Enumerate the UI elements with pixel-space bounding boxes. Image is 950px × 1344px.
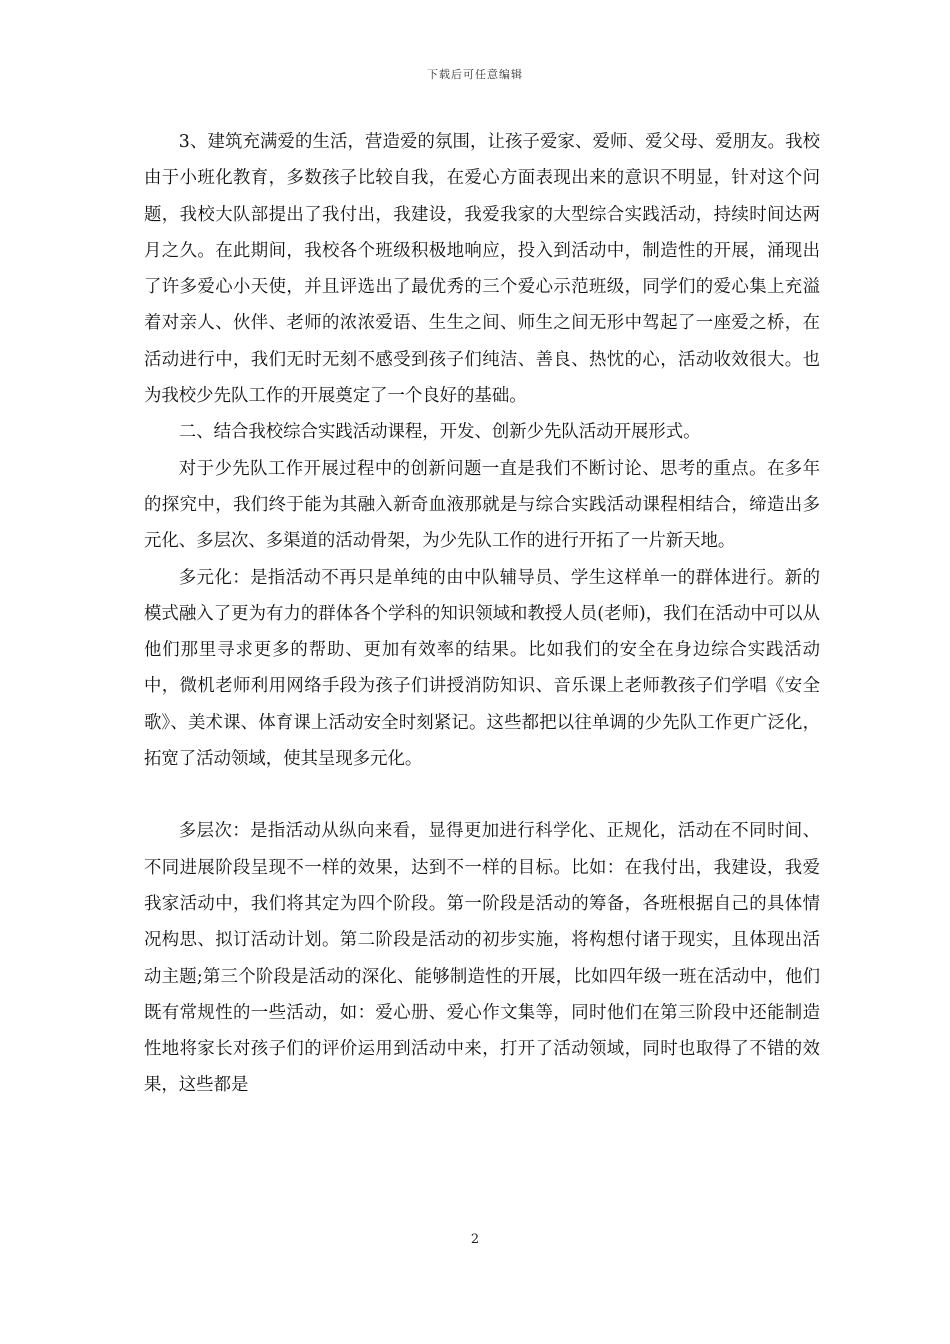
paragraph-innovation: 对于少先队工作开展过程中的创新问题一直是我们不断讨论、思考的重点。在多年的探究中，我们终于能为其融入新奇血液那就是与综合实践活动课程相结合，缔造出多元化、多层次、多渠道的活动骨架，为少先队工作的进行开拓了一片新天地。 bbox=[144, 458, 820, 552]
section-heading-two: 二、结合我校综合实践活动课程，开发、创新少先队活动开展形式。 bbox=[178, 422, 701, 443]
page-header-note: 下载后可任意编辑 bbox=[427, 68, 523, 81]
paragraph-diversified: 多元化：是指活动不再只是单纯的由中队辅导员、学生这样单一的群体进行。新的模式融入了更为有力的群体各个学科的知识领域和教授人员(老师)，我们在活动中可以从他们那里寻求更多的帮助、更加有效率的结果。比如我们的安全在身边综合实践活动中，微机老师利用网络手段为孩子们讲授消防知识、音乐课上老师教孩子们学唱《安全歌》、美术课、体育课上活动安全时刻紧记。这些都把以往单调的少先队工作更广泛化，拓宽了活动领域，使其呈现多元化。 bbox=[144, 567, 820, 770]
paragraph-multilevel: 多层次：是指活动从纵向来看，显得更加进行科学化、正规化，活动在不同时间、不同进展阶段呈现不一样的效果，达到不一样的目标。比如：在我付出，我建设，我爱我家活动中，我们将其定为四个阶段。第一阶段是活动的筹备，各班根据自己的具体情况构思、拟订活动计划。第二阶段是活动的初步实施，将构想付诸于现实，且体现出活动主题;第三个阶段是活动的深化、能够制造性的开展，比如四年级一班在活动中，他们既有常规性的一些活动，如：爱心册、爱心作文集等，同时他们在第三阶段中还能制造性地将家长对孩子们的评价运用到活动中来，打开了活动领域，同时也取得了不错的效果，这些都是 bbox=[144, 821, 820, 1096]
document-body bbox=[144, 124, 820, 1104]
page-number: 2 bbox=[470, 1232, 480, 1247]
paragraph-love-life: 3、建筑充满爱的生活，营造爱的氛围，让孩子爱家、爱师、爱父母、爱朋友。我校由于小班化教育，多数孩子比较自我，在爱心方面表现出来的意识不明显，针对这个问题，我校大队部提出了我付出，我建设，我爱我家的大型综合实践活动，持续时间达两月之久。在此期间，我校各个班级积极地响应，投入到活动中，制造性的开展，涌现出了许多爱心小天使，并且评选出了最优秀的三个爱心示范班级，同学们的爱心集上充溢着对亲人、伙伴、老师的浓浓爱语、生生之间、师生之间无形中驾起了一座爱之桥，在活动进行中，我们无时无刻不感受到孩子们纯洁、善良、热忱的心，活动收效很大。也为我校少先队工作的开展奠定了一个良好的基础。 bbox=[144, 132, 820, 407]
